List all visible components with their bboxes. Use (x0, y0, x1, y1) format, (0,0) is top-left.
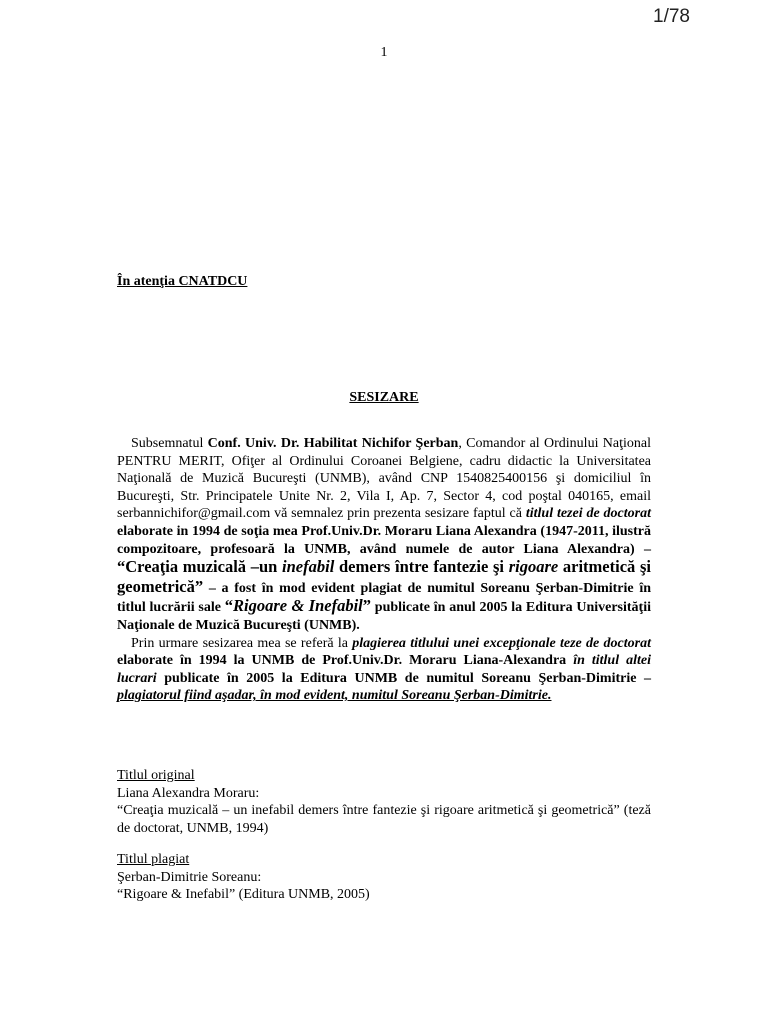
page-number: 1 (380, 45, 388, 60)
document-title: SESIZARE (349, 390, 419, 405)
attention-line: În atenţia CNATDCU (117, 274, 248, 289)
original-title-block (117, 767, 651, 837)
plagiarized-title-block (117, 851, 651, 904)
original-title-text: “Creaţia muzicală – un inefabil demers între fantezie şi rigoare aritmetică şi geometrică” (teză de doctorat, UNMB, 1994) (117, 803, 651, 836)
page-counter: 1/78 (653, 6, 690, 27)
paragraph-2: Prin urmare sesizarea mea se referă la plagierea titlului unei excepţionale teze de doctorat elaborate în 1994 la UNMB de Prof.Univ.Dr. Moraru Liana-Alexandra în titlul altei lucrari publicate în 2005 la Editura UNMB de numitul Soreanu Şerban-Dimitrie – plagiatorul fiind aşadar, în mod evident, numitul Soreanu Şerban-Dimitrie. (117, 635, 651, 704)
original-title-heading: Titlul original (117, 768, 195, 783)
document-body (117, 435, 651, 705)
paragraph-1: Subsemnatul Conf. Univ. Dr. Habilitat Nichifor Şerban, Comandor al Ordinului Naţional PENTRU MERIT, Ofiţer al Ordinului Coroanei Belgiene, cadru didactic la Universitatea Naţională de Muzică Bucureşti (UNMB), având CNP 1540825400156 şi domiciliul în Bucureşti, Str. Principatele Unite Nr. 2, Vila I, Ap. 7, Sector 4, cod poştal 040165, email serbannichifor@gmail.com vă semnalez prin prezenta sesizare faptul că titlul tezei de doctorat elaborate in 1994 de soţia mea Prof.Univ.Dr. Moraru Liana Alexandra (1947-2011, ilustră compozitoare, profesoară la UNMB, având numele de autor Liana Alexandra) – “Creaţia muzicală –un inefabil demers între fantezie şi rigoare aritmetică şi geometrică” – a fost în mod evident plagiat de numitul Soreanu Şerban-Dimitrie în titlul lucrării sale “Rigoare & Inefabil” publicate în anul 2005 la Editura Universităţii Naţionale de Muzică Bucureşti (UNMB). (117, 436, 651, 633)
plagiarized-title-heading: Titlul plagiat (117, 852, 190, 867)
original-author: Liana Alexandra Moraru: (117, 785, 260, 801)
plagiarized-author: Şerban-Dimitrie Soreanu: (117, 869, 262, 885)
plagiarized-title-text: “Rigoare & Inefabil” (Editura UNMB, 2005) (117, 887, 370, 903)
